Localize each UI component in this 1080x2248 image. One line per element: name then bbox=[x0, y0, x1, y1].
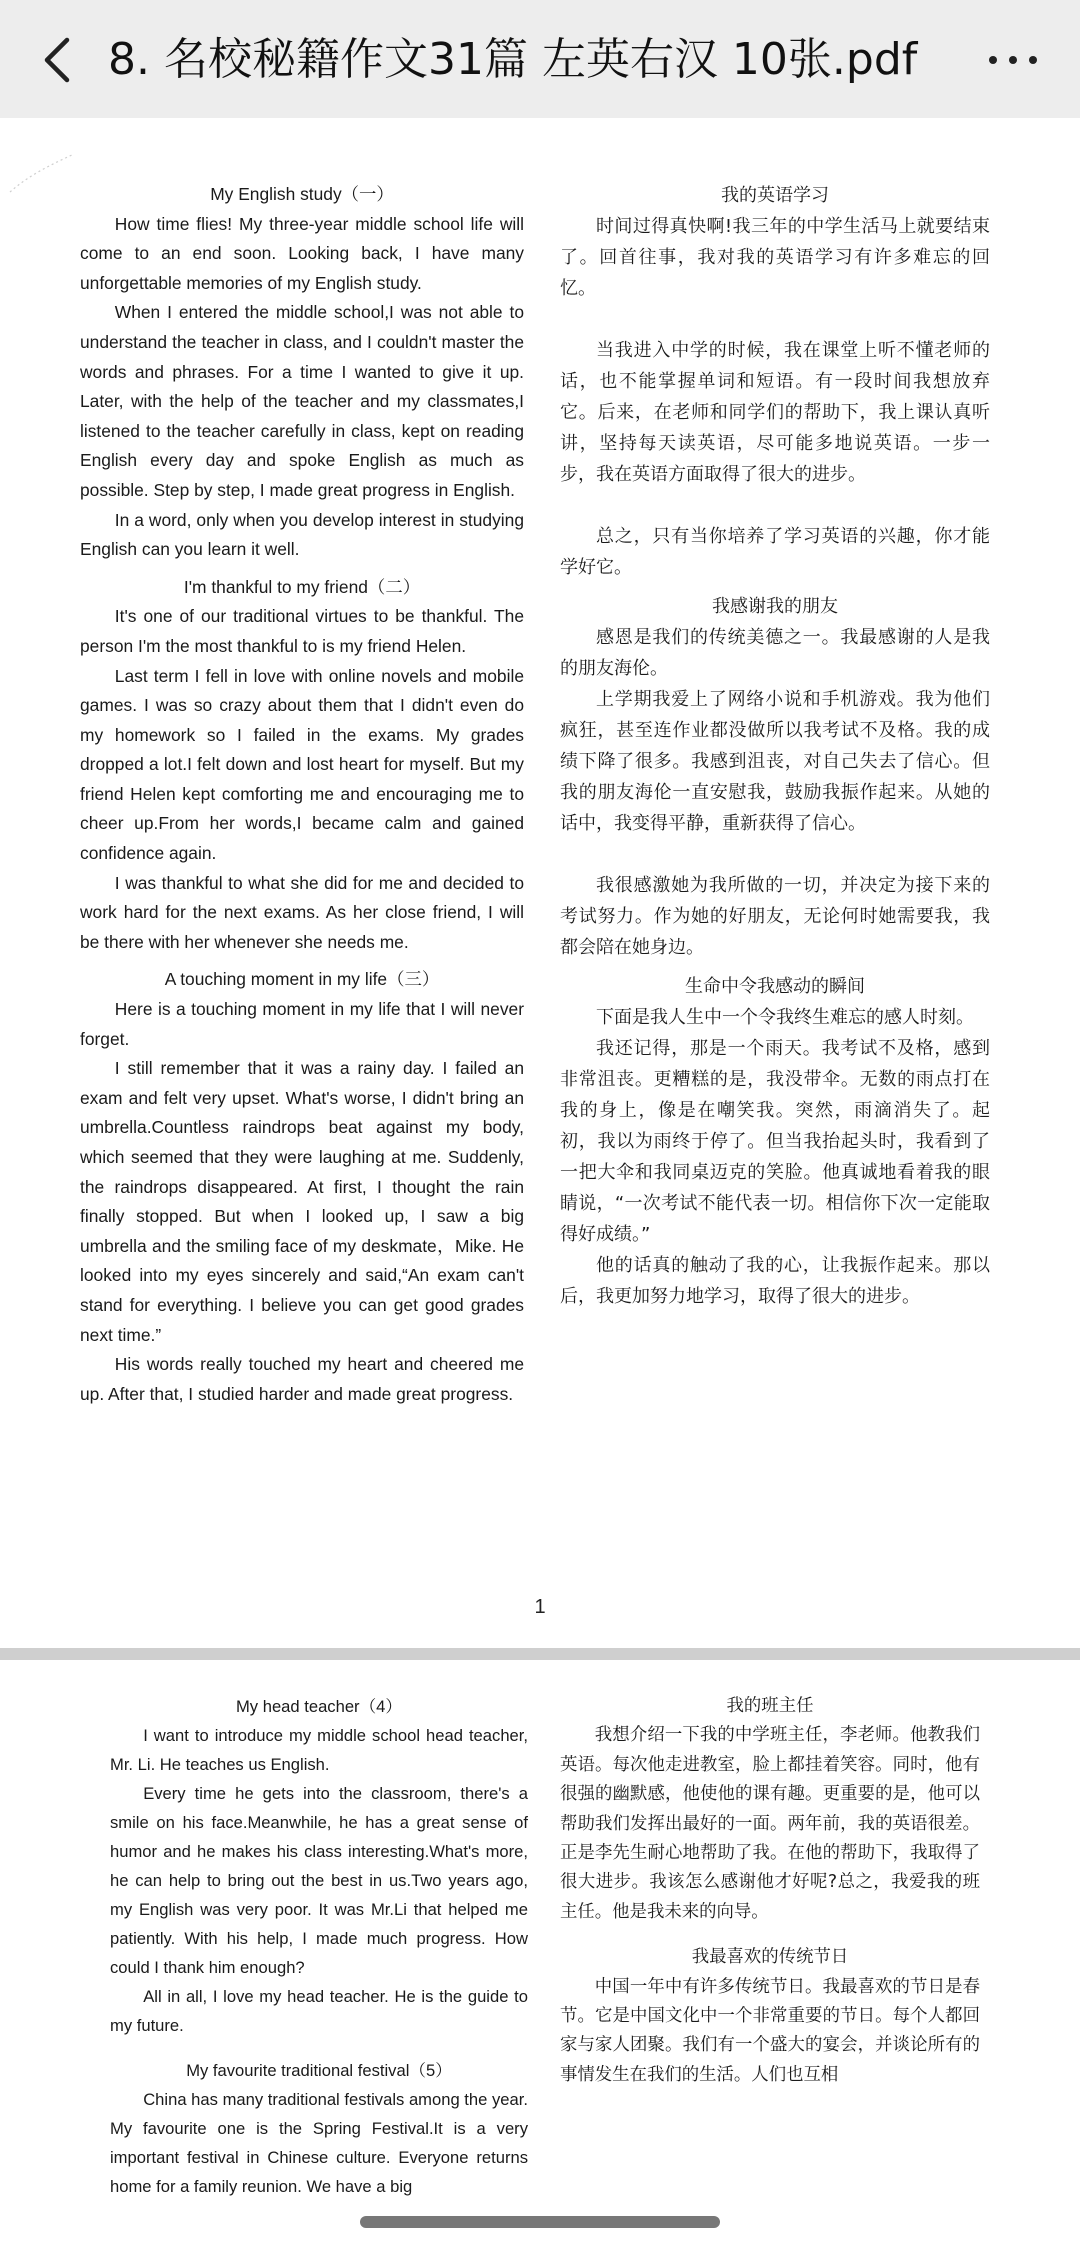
more-dot bbox=[1029, 56, 1037, 64]
essay-paragraph: 上学期我爱上了网络小说和手机游戏。我为他们疯狂，甚至连作业都没做所以我考试不及格。我的成绩下降了很多。我感到沮丧，对自己失去了信心。但我的朋友海伦一直安慰我，鼓励我振作起来。从她的话中，我变得平静，重新获得了信心。 bbox=[560, 689, 990, 834]
essay-title: My English study（一） bbox=[210, 184, 394, 204]
pdf-page-2[interactable] bbox=[0, 1660, 1080, 2248]
page-number: 1 bbox=[534, 1596, 546, 1618]
essay-paragraph: 我想介绍一下我的中学班主任，李老师。他教我们英语。每次他走进教室，脸上都挂着笑容。同时，他有很强的幽默感，他使他的课有趣。更重要的是，他可以帮助我们发挥出最好的一面。两年前，我的英语很差。正是李先生耐心地帮助了我。在他的帮助下，我取得了很大进步。我该怎么感谢他才好呢?总之，我爱我的班主任。他是我未来的向导。 bbox=[560, 1725, 980, 1922]
document-title: 8. 名校秘籍作文31篇 左英右汉 10张.pdf bbox=[108, 34, 918, 85]
english-column bbox=[110, 1692, 528, 2201]
essay-paragraph: 总之，只有当你培养了学习英语的兴趣，你才能学好它。 bbox=[560, 526, 990, 578]
more-horizontal-icon bbox=[989, 56, 997, 64]
page-separator bbox=[0, 1648, 1080, 1660]
essay-paragraph: 我还记得，那是一个雨天。我考试不及格，感到非常沮丧。更糟糕的是，我没带伞。无数的雨点打在我的身上，像是在嘲笑我。突然，雨滴消失了。起初，我以为雨终于停了。但当我抬起头时，我看到了一把大伞和我同桌迈克的笑脸。他真诚地看着我的眼睛说，“一次考试不能代表一切。相信你下次一定能取得好成绩。” bbox=[560, 1038, 990, 1245]
essay-title: 我的英语学习 bbox=[721, 185, 829, 206]
home-indicator[interactable] bbox=[360, 2216, 720, 2228]
essay-title: 我感谢我的朋友 bbox=[712, 596, 838, 617]
essay-title: A touching moment in my life（三） bbox=[164, 969, 440, 990]
essay-paragraph: I still remember that it was a rainy day. I failed an exam and felt very upset. What's worse, I didn't bring an umbrella.Countless raindrops beat against my body, which seemed that they were laughing at me. Suddenly, the raindrops disappeared. At first, I thought the rain finally stopped. But when I looked up, I saw a big umbrella and the smiling face of my deskmate，Mike. He looked into my eyes sincerely and said,“An exam can't stand for everything. I believe you can get good grades next time.” bbox=[80, 1058, 524, 1345]
essay-paragraph: 我很感激她为我所做的一切，并决定为接下来的考试努力。作为她的好朋友，无论何时她需要我，我都会陪在她身边。 bbox=[560, 875, 990, 958]
section-spacer bbox=[560, 1927, 980, 1943]
essay-paragraph: In a word, only when you develop interest in studying English can you learn it well. bbox=[80, 509, 524, 560]
blank-line bbox=[560, 490, 990, 521]
essay-paragraph: I want to introduce my middle school head teacher, Mr. Li. He teaches us English. bbox=[110, 1726, 528, 1774]
essay-paragraph: When I entered the middle school,I was not able to understand the teacher in class, and I couldn't master the words and phrases. For a time I wanted to give it up. Later, with the help of the teacher and my classmates,I listened to the teacher carefully in class, kept on reading English every day and spoke English as much as possible. Step by step, I made great progress in English. bbox=[80, 302, 524, 500]
essay-paragraph: Last term I fell in love with online novels and mobile games. I was so crazy about them that I didn't even do my homework so I failed in the exams. My grades dropped a lot.I felt down and lost heart for myself. But my friend Helen kept comforting me and encouraging me to cheer up.From her words,I became calm and gained confidence again. bbox=[80, 665, 524, 864]
essay-paragraph: 时间过得真快啊!我三年的中学生活马上就要结束了。回首往事，我对我的英语学习有许多难忘的回忆。 bbox=[560, 216, 990, 299]
section-spacer bbox=[560, 583, 990, 591]
essay-paragraph: Every time he gets into the classroom, there's a smile on his face.Meanwhile, he has a great sense of humor and he makes his class interesting.What's more, he can help to bring out the best in us.Two years ago, my English was very poor. It was Mr.Li that helped me patiently. With his help, I made much progress. How could I thank him enough? bbox=[110, 1784, 528, 1977]
essay-paragraph: 下面是我人生中一个令我终生难忘的感人时刻。 bbox=[596, 1007, 974, 1028]
essay-title: My favourite traditional festival（5） bbox=[186, 2061, 452, 2080]
chevron-left-icon bbox=[41, 36, 71, 84]
section-spacer bbox=[110, 2040, 528, 2056]
scan-artifact bbox=[8, 136, 78, 196]
essay-paragraph: All in all, I love my head teacher. He is the guide to my future. bbox=[110, 1987, 528, 2035]
essay-paragraph: China has many traditional festivals among the year. My favourite one is the Spring Festival.It is a very important festival in Chinese culture. Everyone returns home for a family reunion. We have a big bbox=[110, 2090, 528, 2196]
essay-paragraph: Here is a touching moment in my life that I will never forget. bbox=[80, 999, 524, 1049]
chinese-column bbox=[560, 1692, 980, 2090]
blank-line bbox=[560, 304, 990, 335]
more-dot bbox=[1009, 56, 1017, 64]
english-column bbox=[80, 180, 524, 1409]
chinese-column bbox=[560, 180, 990, 1312]
section-spacer bbox=[80, 565, 524, 573]
blank-line bbox=[560, 839, 990, 870]
essay-paragraph: 中国一年中有许多传统节日。我最喜欢的节日是春节。它是中国文化中一个非常重要的节日。每个人都回家与家人团聚。我们有一个盛大的宴会，并谈论所有的事情发生在我们的生活。人们也互相 bbox=[560, 1976, 980, 2085]
essay-paragraph: How time flies! My three-year middle school life will come to an end soon. Looking back, I have many unforgettable memories of my English study. bbox=[80, 213, 524, 293]
essay-title: 生命中令我感动的瞬间 bbox=[685, 976, 865, 997]
essay-title: I'm thankful to my friend（二） bbox=[183, 576, 421, 597]
essay-title: 我最喜欢的传统节日 bbox=[691, 1947, 849, 1968]
top-bar bbox=[0, 0, 1080, 118]
essay-paragraph: I was thankful to what she did for me and decided to work hard for the next exams. As her close friend, I will be there with her whenever she needs me. bbox=[80, 872, 524, 952]
essay-paragraph: 感恩是我们的传统美德之一。我最感谢的人是我的朋友海伦。 bbox=[560, 627, 990, 679]
section-spacer bbox=[80, 957, 524, 965]
essay-paragraph: It's one of our traditional virtues to be thankful. The person I'm the most thankful to is my friend Helen. bbox=[80, 606, 524, 656]
essay-paragraph: 他的话真的触动了我的心，让我振作起来。那以后，我更加努力地学习，取得了很大的进步。 bbox=[560, 1255, 990, 1307]
pdf-page-1[interactable] bbox=[0, 118, 1080, 1648]
essay-title: My head teacher（4） bbox=[235, 1697, 403, 1716]
essay-paragraph: 当我进入中学的时候，我在课堂上听不懂老师的话，也不能掌握单词和短语。有一段时间我想放弃它。后来，在老师和同学们的帮助下，我上课认真听讲，坚持每天读英语，尽可能多地说英语。一步一步，我在英语方面取得了很大的进步。 bbox=[560, 340, 990, 485]
essay-paragraph: His words really touched my heart and cheered me up. After that, I studied harder and made great progress. bbox=[80, 1354, 524, 1404]
back-button[interactable] bbox=[28, 28, 84, 92]
section-spacer bbox=[560, 963, 990, 971]
essay-title: 我的班主任 bbox=[726, 1696, 814, 1716]
more-options-button[interactable] bbox=[972, 30, 1054, 90]
